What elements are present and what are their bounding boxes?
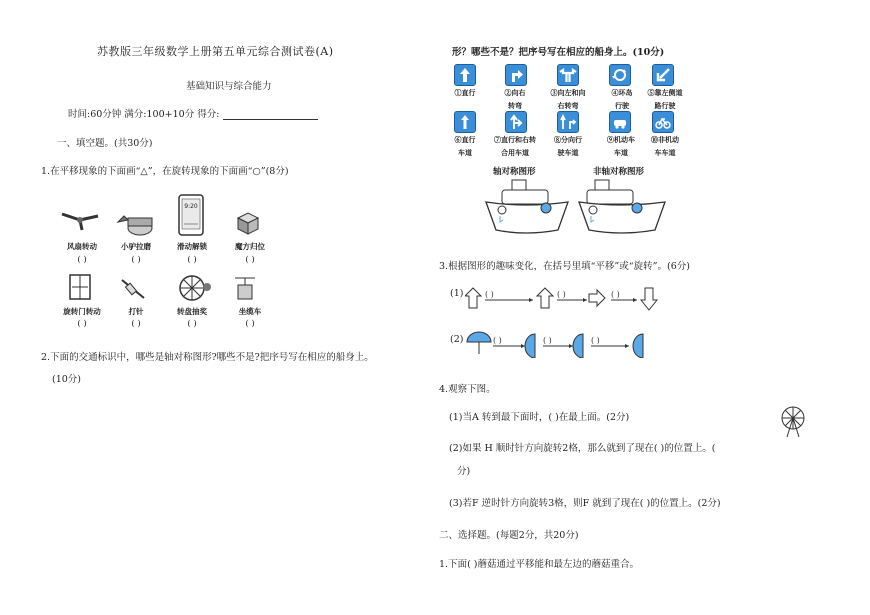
- phone-screen-time: 9:20: [184, 203, 198, 210]
- svg-text:( ): ( ): [485, 290, 494, 299]
- svg-text:( ): ( ): [591, 336, 600, 345]
- page-title: 苏教版三年级数学上册第五单元综合测试卷(A): [97, 45, 334, 58]
- straight-lane-icon: [454, 111, 476, 133]
- sign-label-5: [638, 86, 692, 112]
- sign-label-3-line2: 右转弯: [557, 101, 579, 110]
- sign-label-5-text: ⑤靠左侧道: [647, 88, 683, 97]
- question-2-points: (10分): [52, 374, 82, 385]
- sign-label-9-text: ⑨机动车: [607, 135, 635, 144]
- sign-label-1-text: ①直行: [454, 88, 476, 97]
- svg-text:( ): ( ): [557, 290, 566, 299]
- bicycle-lane-icon: [652, 111, 674, 133]
- sign-label-2-text: ②向右: [504, 88, 526, 97]
- item-label-cable-car: 坐缆车: [238, 307, 262, 316]
- answer-blank-cube[interactable]: ( ): [245, 255, 255, 265]
- revolving-door-icon: [68, 273, 92, 301]
- sign-label-6-text: ⑥直行: [454, 135, 476, 144]
- answer-blank-revolving-door[interactable]: ( ): [77, 319, 87, 329]
- ferris-wheel-icon: [777, 403, 811, 439]
- svg-text:( ): ( ): [543, 336, 552, 345]
- car-lane-icon: [609, 111, 631, 133]
- question-1: 1.在平移现象的下面画“△”，在旋转现象的下面画“○”(8分): [41, 166, 289, 177]
- question-4-1: (1)当A 转到最下面时，( )在最上面。(2分): [449, 412, 630, 423]
- sign-label-1: [438, 86, 492, 99]
- svg-text:( ): ( ): [493, 336, 502, 345]
- sign-label-8-text: ⑧分向行: [554, 135, 582, 144]
- sign-label-4-line2: 行驶: [615, 101, 629, 110]
- sign-label-7: [488, 133, 542, 159]
- sign-label-8: [541, 133, 595, 159]
- question-4-2: (2)如果 H 顺时针方向旋转2格，那么就到了现在( )的位置上。(: [449, 443, 716, 454]
- choice-question-1: 1.下面( )蘑菇通过平移能和最左边的蘑菇重合。: [439, 559, 639, 570]
- answer-blank-lottery[interactable]: ( ): [187, 319, 197, 329]
- answer-blank-donkey[interactable]: ( ): [131, 255, 141, 265]
- answer-blank-cable-car[interactable]: ( ): [245, 319, 255, 329]
- sign-label-9-line2: 车道: [614, 148, 628, 157]
- sign-label-3-text: ③向左和向: [550, 88, 586, 97]
- ship-symmetric-drawing[interactable]: [482, 178, 572, 238]
- sign-label-4-text: ④环岛: [611, 88, 633, 97]
- item-label-donkey: 小驴拉磨: [121, 242, 151, 251]
- q3-row-2-figure: [465, 330, 665, 358]
- item-label-fan: 风扇转动: [67, 242, 97, 251]
- page-subtitle: 基础知识与综合能力: [186, 81, 272, 92]
- ship-label-symmetric: 轴对称图形: [493, 167, 536, 177]
- question-2: 2.下面的交通标识中，哪些是轴对称图形?哪些不是?把序号写在相应的船身上。: [41, 352, 374, 363]
- item-label-lottery: 转盘抽奖: [177, 307, 207, 316]
- ship-label-non-symmetric: 非轴对称图形: [593, 167, 645, 177]
- q3-row-2-label: (2): [450, 334, 464, 345]
- sign-label-10: [638, 133, 692, 159]
- svg-text:( ): ( ): [611, 290, 620, 299]
- question-4-3: (3)若F 逆时针方向旋转3格，则F 就到了现在( )的位置上。(2分): [449, 498, 721, 509]
- answer-blank-injection[interactable]: ( ): [131, 319, 141, 329]
- answer-blank-unlock[interactable]: ( ): [187, 255, 197, 265]
- score-blank[interactable]: [223, 109, 318, 120]
- injection-icon: [118, 276, 150, 302]
- sign-label-7-text: ⑦直行和右转: [494, 135, 536, 144]
- question-2-continued: 形？哪些不是？把序号写在相应的船身上。(10分): [452, 47, 665, 58]
- sign-label-7-line2: 合用车道: [501, 148, 529, 157]
- lottery-wheel-icon: [178, 273, 212, 303]
- sign-label-10-line2: 车车道: [654, 148, 676, 157]
- exam-info: [68, 106, 318, 120]
- arrow-up-icon: [454, 64, 476, 86]
- sign-label-6-line2: 车道: [458, 148, 472, 157]
- split-lane-icon: [557, 111, 579, 133]
- sign-label-2-line2: 转弯: [508, 101, 522, 110]
- question-4-2-points: 分): [457, 466, 471, 477]
- item-label-injection: 打针: [128, 307, 144, 316]
- section-2-heading: 二、选择题。(每题2分，共20分): [439, 530, 579, 541]
- turn-left-right-icon: [557, 64, 579, 86]
- phone-unlock-icon: [178, 194, 204, 236]
- ceiling-fan-icon: [58, 208, 102, 232]
- roundabout-icon: [609, 64, 631, 86]
- answer-blank-fan[interactable]: ( ): [77, 255, 87, 265]
- sign-label-10-text: ⑩非机动: [651, 135, 679, 144]
- rubiks-cube-icon: [235, 210, 261, 236]
- keep-left-icon: [652, 64, 674, 86]
- question-4: 4.观察下图。: [439, 384, 496, 395]
- straight-right-lane-icon: [505, 111, 527, 133]
- ship-non-symmetric-drawing[interactable]: [577, 178, 667, 238]
- q3-row-1-label: (1): [450, 288, 464, 299]
- cable-car-icon: [235, 275, 255, 303]
- sign-label-6: [438, 133, 492, 159]
- item-label-revolving-door: 旋转门转动: [63, 307, 101, 316]
- donkey-mill-icon: [116, 208, 156, 238]
- item-label-unlock: 滑动解锁: [177, 242, 207, 251]
- sign-label-2: [488, 86, 542, 112]
- turn-right-icon: [505, 64, 527, 86]
- exam-info-text: 时间:60分钟 满分:100+10分 得分:: [68, 109, 220, 120]
- sign-label-3: [541, 86, 595, 112]
- section-1-heading: 一、填空题。(共30分): [57, 138, 153, 149]
- item-label-cube: 魔方归位: [235, 242, 265, 251]
- sign-label-8-line2: 驶车道: [557, 148, 579, 157]
- sign-label-5-line2: 路行驶: [654, 101, 676, 110]
- question-3: 3.根据图形的趣味变化，在括号里填“平移”或“旋转”。(6分): [439, 261, 690, 272]
- q3-row-1-figure: [465, 284, 665, 312]
